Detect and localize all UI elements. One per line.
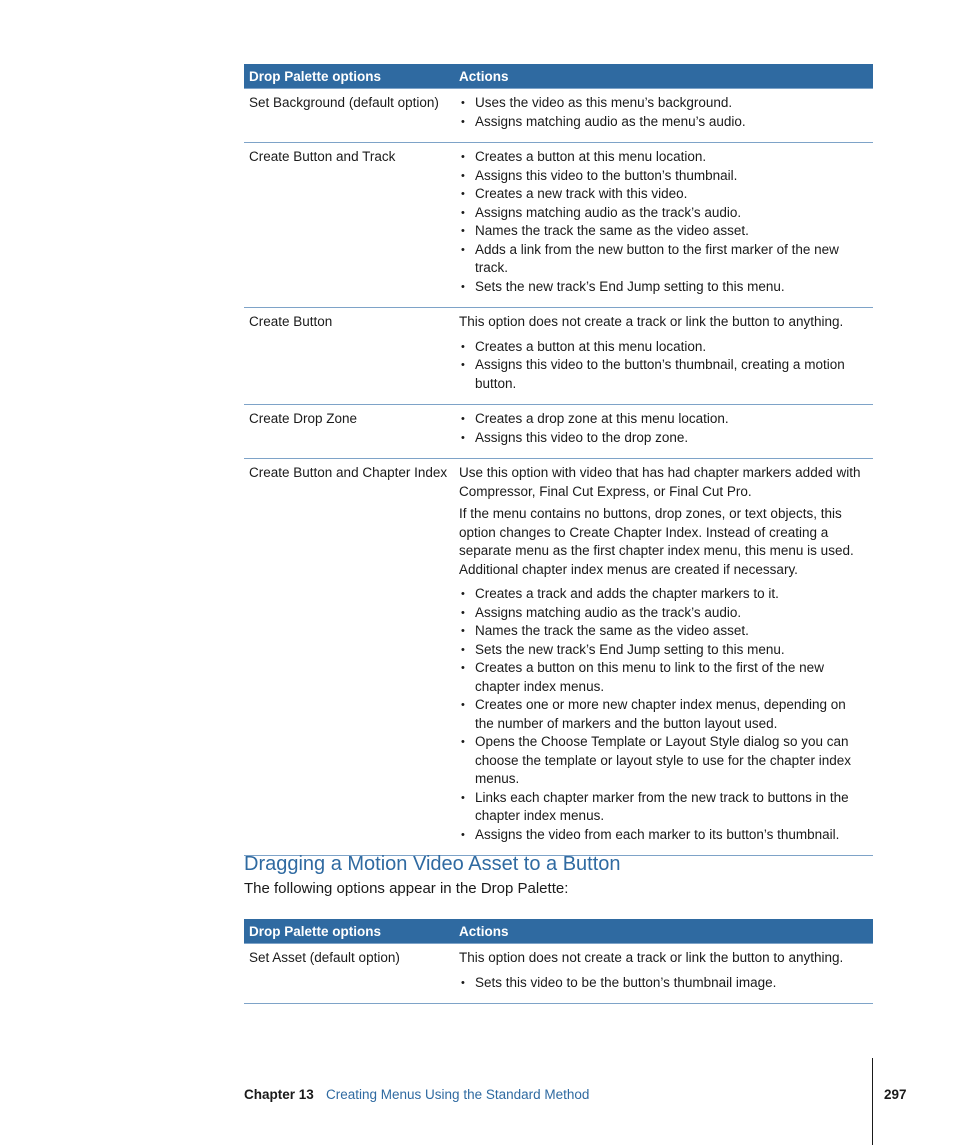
- option-name: Set Asset (default option): [244, 944, 454, 1004]
- action-item: • Assigns matching audio as the menu’s audio.: [459, 113, 867, 132]
- option-actions: [454, 944, 873, 1004]
- action-paragraph: If the menu contains no buttons, drop zones, or text objects, this option changes to Create Chapter Index. Instead of creating a separate menu as the first chapter index menu, this menu is used. Additional chapter index menus are created if necessary.: [459, 506, 854, 577]
- action-item: • Assigns matching audio as the track’s audio.: [459, 204, 867, 223]
- option-actions: [454, 459, 873, 856]
- page-number: 297: [884, 1087, 907, 1102]
- action-item: • Links each chapter marker from the new track to buttons in the chapter index menus.: [459, 789, 867, 826]
- action-item: • Creates a drop zone at this menu location.: [459, 410, 867, 429]
- table-row: [244, 459, 873, 856]
- action-list: [459, 148, 867, 296]
- table-row: [244, 405, 873, 459]
- option-actions: [454, 405, 873, 459]
- action-item: • Assigns this video to the button’s thumbnail, creating a motion button.: [459, 356, 867, 393]
- action-item: • Uses the video as this menu’s background.: [459, 94, 867, 113]
- footer-chapter-title: Creating Menus Using the Standard Method: [326, 1087, 590, 1102]
- footer-divider: [872, 1058, 873, 1145]
- action-item: • Adds a link from the new button to the first marker of the new track.: [459, 241, 867, 278]
- table-row: [244, 944, 873, 1004]
- table-header-row: [244, 64, 873, 89]
- header-actions: Actions: [454, 919, 873, 944]
- options-table-1-container: [244, 64, 873, 856]
- action-item: • Opens the Choose Template or Layout Style dialog so you can choose the template or layout style to use for the chapter index menus.: [459, 733, 867, 789]
- action-item: • Creates a new track with this video.: [459, 185, 867, 204]
- option-name: Create Drop Zone: [244, 405, 454, 459]
- option-name: Create Button and Track: [244, 143, 454, 308]
- section-heading: Dragging a Motion Video Asset to a Button: [244, 853, 621, 875]
- action-paragraph: This option does not create a track or link the button to anything.: [459, 314, 844, 329]
- action-list: [459, 585, 867, 844]
- table-row: [244, 308, 873, 405]
- option-name: Create Button: [244, 308, 454, 405]
- drop-palette-options-table: [244, 64, 873, 856]
- option-actions: [454, 308, 873, 405]
- header-options: Drop Palette options: [244, 64, 454, 89]
- action-list: [459, 410, 867, 447]
- table-row: [244, 143, 873, 308]
- action-list: [459, 974, 867, 993]
- header-options: Drop Palette options: [244, 919, 454, 944]
- footer-chapter-label: Chapter 13: [244, 1087, 314, 1102]
- option-name: Create Button and Chapter Index: [244, 459, 454, 856]
- options-table-2-container: [244, 919, 873, 1004]
- action-item: • Sets this video to be the button’s thumbnail image.: [459, 974, 867, 993]
- action-item: • Creates one or more new chapter index menus, depending on the number of markers and the button layout used.: [459, 696, 867, 733]
- drop-palette-options-table-2: [244, 919, 873, 1004]
- action-item: • Assigns this video to the button’s thumbnail.: [459, 167, 867, 186]
- header-actions: Actions: [454, 64, 873, 89]
- action-list: [459, 94, 867, 131]
- action-item: • Names the track the same as the video asset.: [459, 622, 867, 641]
- section-intro-text: The following options appear in the Drop Palette:: [244, 880, 569, 897]
- action-item: • Creates a button at this menu location.: [459, 148, 867, 167]
- option-actions: [454, 143, 873, 308]
- table-header-row: [244, 919, 873, 944]
- action-item: • Assigns the video from each marker to its button’s thumbnail.: [459, 826, 867, 845]
- action-paragraph: This option does not create a track or link the button to anything.: [459, 950, 844, 965]
- action-item: • Sets the new track’s End Jump setting to this menu.: [459, 641, 867, 660]
- table-row: [244, 89, 873, 143]
- action-item: • Creates a button on this menu to link to the first of the new chapter index menus.: [459, 659, 867, 696]
- action-item: • Assigns matching audio as the track’s audio.: [459, 604, 867, 623]
- option-actions: [454, 89, 873, 143]
- action-item: • Creates a track and adds the chapter markers to it.: [459, 585, 867, 604]
- action-item: • Sets the new track’s End Jump setting to this menu.: [459, 278, 867, 297]
- action-item: • Creates a button at this menu location.: [459, 338, 867, 357]
- action-item: • Assigns this video to the drop zone.: [459, 429, 867, 448]
- action-item: • Names the track the same as the video asset.: [459, 222, 867, 241]
- action-list: [459, 338, 867, 394]
- option-name: Set Background (default option): [244, 89, 454, 143]
- action-paragraph: Use this option with video that has had chapter markers added with Compressor, Final Cut Express, or Final Cut Pro.: [459, 465, 861, 499]
